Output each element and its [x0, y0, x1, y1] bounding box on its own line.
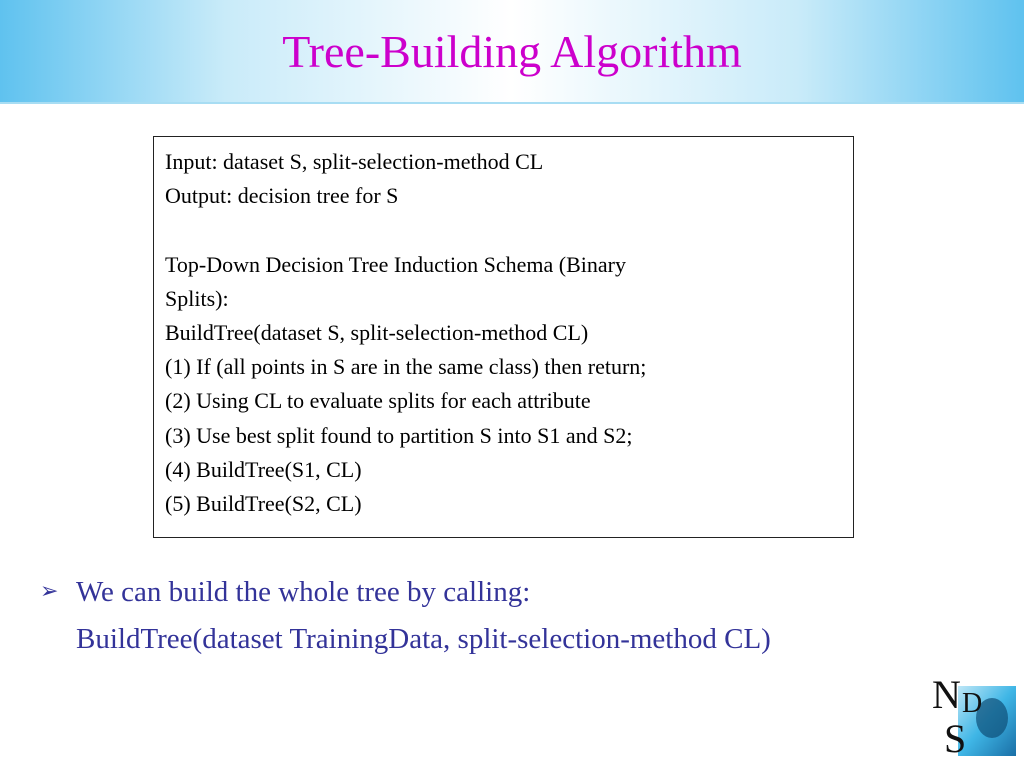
algorithm-line: Input: dataset S, split-selection-method CL [165, 149, 544, 174]
arrow-bullet-icon: ➢ [40, 579, 59, 604]
nds-logo [930, 672, 1020, 764]
algorithm-line: Splits): [165, 285, 229, 311]
logo-letter-s: S [944, 716, 967, 761]
algorithm-line: Top-Down Decision Tree Induction Schema (Binary [165, 251, 626, 277]
logo-letter-n: N [932, 672, 961, 717]
bullet-item [40, 570, 530, 614]
algorithm-line: (2) Using CL to evaluate splits for each attribute [165, 388, 591, 414]
algorithm-line: (4) BuildTree(S1, CL) [165, 456, 362, 482]
bullet-text: We can build the whole tree by calling: [76, 576, 531, 608]
algorithm-box [153, 136, 854, 538]
algorithm-line [165, 213, 843, 247]
algorithm-line: (5) BuildTree(S2, CL) [165, 491, 362, 517]
bullet-continuation: BuildTree(dataset TrainingData, split-selection-method CL) [76, 623, 771, 655]
algorithm-line: BuildTree(dataset S, split-selection-method CL) [165, 320, 589, 345]
algorithm-line: (3) Use best split found to partition S into S1 and S2; [165, 422, 633, 448]
logo-letter-d: D [962, 688, 983, 719]
algorithm-line: Output: decision tree for S [165, 183, 399, 209]
algorithm-line: (1) If (all points in S are in the same class) then return; [165, 354, 647, 380]
slide-title: Tree-Building Algorithm [282, 26, 742, 77]
